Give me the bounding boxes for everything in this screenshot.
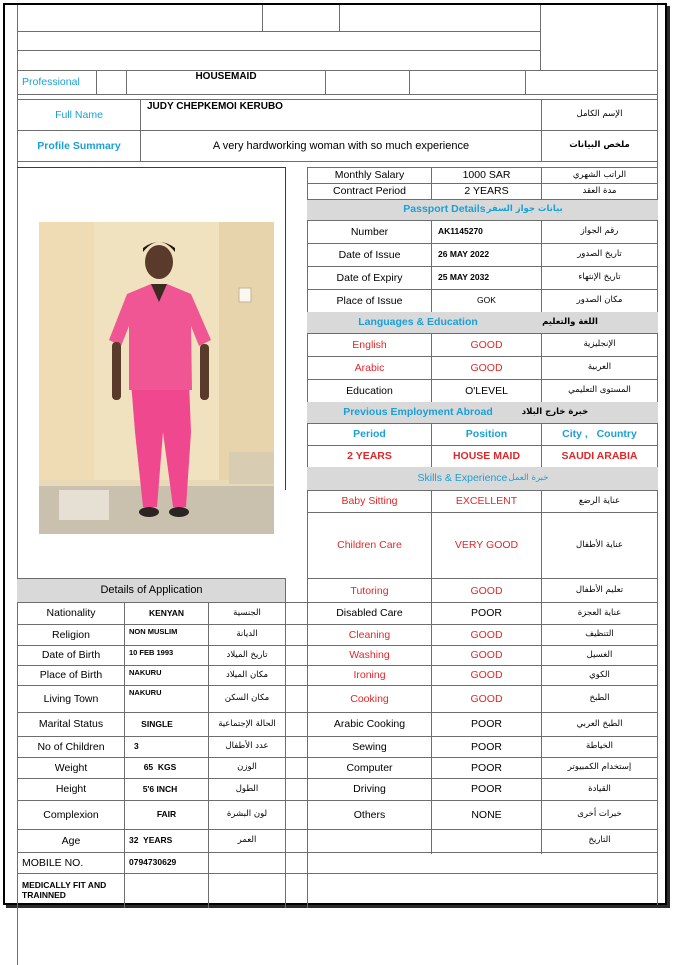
employment-period-header: Period — [353, 428, 386, 441]
contract-value: 2 YEARS — [464, 185, 509, 198]
lang-arabic-ar: العربية — [587, 362, 612, 373]
living-town-value: NAKURU — [129, 687, 162, 697]
skill-sewing-label: Sewing — [352, 740, 387, 753]
pob-ar: مكان الميلاد — [225, 669, 269, 680]
skill-cooking-label: Cooking — [350, 692, 389, 705]
passport-issue-label: Date of Issue — [338, 248, 401, 261]
height-label: Height — [55, 783, 87, 796]
skill-tutoring-ar: تعليم الأطفال — [575, 585, 624, 596]
skill-disabled-care-value: POOR — [471, 607, 502, 620]
skill-baby-sitting-label: Baby Sitting — [341, 495, 398, 508]
professional-label: Professional — [22, 76, 80, 89]
applicant-photo — [39, 222, 274, 534]
skill-computer-value: POOR — [471, 761, 502, 774]
education-label: Education — [346, 384, 393, 397]
skill-cleaning-label: Cleaning — [348, 628, 391, 641]
full-name-label: Full Name — [55, 108, 103, 121]
passport-issue-ar: تاريخ الصدور — [577, 249, 622, 260]
passport-expiry-value: 25 MAY 2032 — [438, 272, 490, 283]
skill-children-care-value: VERY GOOD — [454, 539, 519, 552]
complexion-label: Complexion — [43, 808, 99, 821]
skill-arabic-cooking-label: Arabic Cooking — [333, 718, 406, 731]
weight-value: 65 KGS — [143, 762, 177, 773]
passport-place-ar: مكان الصدور — [576, 295, 623, 306]
religion-value: NON MUSLIM — [129, 626, 178, 636]
salary-ar: الراتب الشهري — [572, 169, 627, 180]
complexion-value: FAIR — [156, 809, 177, 820]
living-town-ar: مكان السكن — [224, 693, 270, 704]
children-label: No of Children — [37, 740, 105, 753]
weight-ar: الوزن — [237, 762, 257, 773]
contract-label: Contract Period — [333, 185, 406, 198]
marital-status-ar: الحالة الإجتماعية — [218, 718, 276, 729]
height-value: 5'6 INCH — [142, 783, 178, 794]
passport-issue-value: 26 MAY 2022 — [438, 249, 490, 260]
passport-number-value: AK1145270 — [438, 226, 483, 237]
dob-label: Date of Birth — [41, 649, 101, 662]
employment-position-value: HOUSE MAID — [452, 450, 521, 463]
skill-disabled-care-label: Disabled Care — [336, 607, 403, 620]
religion-ar: الديانة — [236, 629, 258, 640]
skill-computer-label: Computer — [346, 761, 393, 774]
lang-english-ar: الإنجليزية — [583, 339, 616, 350]
skill-ironing-label: Ironing — [353, 669, 386, 682]
employment-title-ar: خبرة خارج البلاد — [521, 406, 589, 417]
full-name-value: JUDY CHEPKEMOI KERUBO — [147, 101, 283, 113]
nationality-value: KENYAN — [148, 607, 185, 618]
salary-value: 1000 SAR — [462, 169, 511, 182]
passport-title — [308, 199, 658, 220]
passport-place-value: GOK — [477, 295, 496, 306]
skill-tutoring-value: GOOD — [470, 584, 503, 597]
profile-summary-value: A very hardworking woman with so much experience — [212, 139, 470, 152]
skill-arabic-cooking-value: POOR — [471, 718, 502, 731]
marital-status-label: Marital Status — [38, 718, 104, 731]
skill-children-care-label: Children Care — [337, 539, 402, 552]
complexion-ar: لون البشرة — [226, 809, 268, 820]
profile-summary-label: Profile Summary — [37, 139, 121, 152]
languages-title: Languages & Education — [358, 316, 478, 329]
passport-title-en: Passport Details — [403, 203, 486, 216]
skill-sewing-value: POOR — [471, 740, 502, 753]
employment-country-header: City , Country — [562, 428, 637, 441]
mobile-label: MOBILE NO. — [22, 856, 84, 869]
passport-title-ar: بيانات جواز السفر — [486, 203, 563, 214]
skill-ironing-ar: الكوي — [589, 669, 610, 680]
education-value: O'LEVEL — [465, 384, 508, 397]
mobile-value: 0794730629 — [129, 857, 177, 868]
lang-arabic-label: Arabic — [354, 361, 385, 374]
skill-driving-label: Driving — [353, 783, 386, 796]
employment-period-value: 2 YEARS — [347, 450, 392, 463]
children-ar: عدد الأطفال — [225, 741, 269, 752]
skill-cleaning-ar: التنظيف — [585, 629, 614, 640]
skill-others-value: NONE — [471, 808, 502, 821]
dob-value: 10 FEB 1993 — [129, 647, 174, 657]
position-title: HOUSEMAID — [195, 71, 257, 83]
lang-english-value: GOOD — [470, 338, 503, 351]
religion-label: Religion — [52, 628, 90, 641]
medical-status: MEDICALLY FIT AND TRAINNED — [22, 879, 107, 900]
age-value: 32 YEARS — [129, 835, 173, 846]
living-town-label: Living Town — [43, 692, 99, 705]
passport-place-label: Place of Issue — [336, 294, 403, 307]
passport-number-ar: رقم الجواز — [580, 226, 619, 237]
application-title: Details of Application — [100, 584, 203, 597]
employment-country-value: SAUDI ARABIA — [561, 450, 638, 463]
employment-position-header: Position — [465, 428, 508, 441]
skill-driving-ar: القيادة — [588, 783, 611, 794]
skill-washing-label: Washing — [349, 649, 390, 662]
skill-others-label: Others — [353, 808, 386, 821]
date-ar: التاريخ — [588, 835, 611, 846]
skill-cooking-ar: الطبخ — [589, 693, 610, 704]
skill-children-care-ar: عناية الأطفال — [576, 539, 623, 550]
skill-sewing-ar: الخياطة — [586, 741, 613, 752]
lang-english-label: English — [352, 338, 387, 351]
marital-status-value: SINGLE — [141, 718, 173, 729]
skill-computer-ar: إستخدام الكمبيوتر — [567, 762, 632, 773]
age-label: Age — [61, 834, 81, 847]
contract-ar: مدة العقد — [582, 185, 617, 196]
skill-driving-value: POOR — [471, 783, 502, 796]
nationality-ar: الجنسية — [233, 607, 261, 618]
children-value: 3 — [134, 741, 139, 752]
skill-ironing-value: GOOD — [470, 669, 503, 682]
skill-baby-sitting-value: EXCELLENT — [455, 495, 518, 508]
skills-title-en: Skills & Experience — [417, 472, 508, 485]
skill-cooking-value: GOOD — [470, 692, 503, 705]
profile-summary-ar: ملخص البيانات — [569, 140, 630, 151]
date-value — [432, 830, 541, 852]
dob-ar: تاريخ الميلاد — [226, 649, 268, 660]
applicant-photo-graphic — [39, 222, 274, 534]
employment-title: Previous Employment Abroad — [343, 406, 493, 419]
education-ar: المستوى التعليمي — [568, 385, 631, 396]
skills-title — [308, 467, 658, 490]
skill-cleaning-value: GOOD — [470, 628, 503, 641]
pob-value: NAKURU — [129, 667, 162, 677]
passport-expiry-ar: تاريخ الإنتهاء — [578, 272, 621, 283]
skills-title-ar: خبرة العمل — [508, 472, 549, 483]
skill-disabled-care-ar: عناية العجزة — [577, 607, 622, 618]
nationality-label: Nationality — [46, 607, 96, 620]
skill-baby-sitting-ar: عناية الرضع — [578, 495, 621, 506]
passport-expiry-label: Date of Expiry — [336, 271, 403, 284]
height-ar: الطول — [235, 783, 259, 794]
skill-others-ar: خبرات أخرى — [577, 809, 622, 820]
salary-label: Monthly Salary — [334, 169, 405, 182]
lang-arabic-value: GOOD — [470, 361, 503, 374]
skill-tutoring-label: Tutoring — [350, 584, 389, 597]
passport-number-label: Number — [350, 225, 389, 238]
skill-washing-value: GOOD — [470, 649, 503, 662]
languages-title-ar: اللغة والتعليم — [542, 316, 598, 327]
full-name-ar: الإسم الكامل — [576, 109, 623, 120]
skill-arabic-cooking-ar: الطبخ العربي — [576, 718, 623, 729]
date-label — [308, 830, 431, 852]
skill-washing-ar: الغسيل — [586, 649, 613, 660]
age-ar: العمر — [237, 835, 257, 846]
pob-label: Place of Birth — [39, 669, 103, 682]
weight-label: Weight — [54, 761, 88, 774]
